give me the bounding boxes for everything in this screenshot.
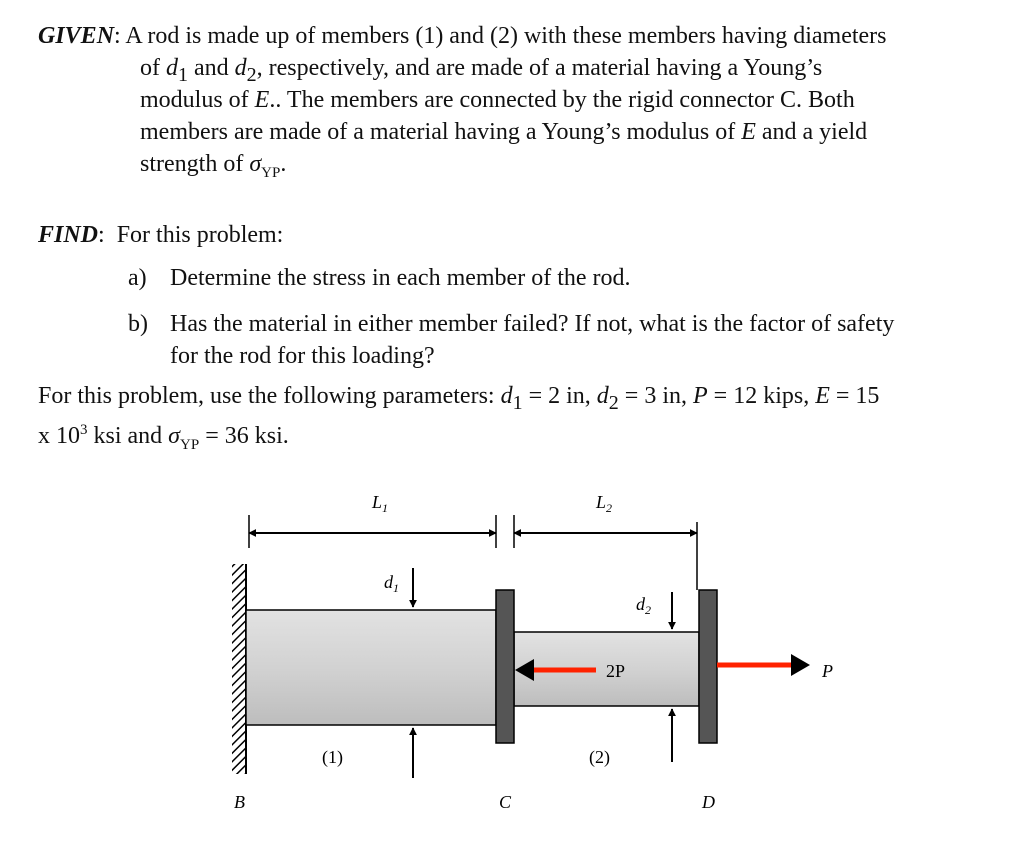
find-item-b-marker: b) <box>128 311 148 337</box>
end-plate-d <box>699 590 717 743</box>
given-line-4: members are made of a material having a Young’s modulus of E and a yield <box>140 119 868 145</box>
parameters-line-2: x $10^3$ ksi and $\sigma_{YP} = 36$ ksi. <box>38 422 289 453</box>
label-d: D <box>702 792 715 812</box>
label-c: C <box>499 792 512 812</box>
given-line-2: of $d_1$ and $d_2$, respectively, and are made of a material having a Young’s <box>140 55 823 86</box>
label-l1: $L_1$ <box>372 492 389 515</box>
label-d2: $d_2$ <box>636 594 651 617</box>
member-1 <box>246 610 496 725</box>
fixed-wall-b <box>232 564 246 774</box>
label-member-2: (2) <box>589 747 610 767</box>
find-heading: FIND: For this problem: <box>38 222 284 248</box>
label-p: P <box>822 661 833 681</box>
label-l2: $L_2$ <box>596 492 613 515</box>
find-item-a-text: Determine the stress in each member of the rod. <box>170 265 631 291</box>
label-d1: $d_1$ <box>384 572 399 595</box>
find-item-b-text: Has the material in either member failed? If not, what is the factor of safety <box>170 311 895 337</box>
parameters-line-1: For this problem, use the following parameters: $d_1 = 2$ in, $d_2 = 3$ in, P = 12 kips, E = 15 <box>38 383 880 414</box>
rigid-connector-c <box>496 590 514 743</box>
label-member-1: (1) <box>322 747 343 767</box>
given-line-3: modulus of E.. The members are connected by the rigid connector C. Both <box>140 87 855 113</box>
label-2p: 2P <box>606 661 626 681</box>
given-line-5: strength of $\sigma_{YP}$. <box>140 151 287 181</box>
find-item-a-marker: a) <box>128 265 147 291</box>
find-intro: For this problem: <box>116 222 284 248</box>
given-label: GIVEN <box>38 23 115 49</box>
find-label: FIND <box>38 222 99 248</box>
given-line-1: GIVEN: A rod is made up of members (1) and (2) with these members having diameters <box>38 23 887 49</box>
label-b: B <box>234 792 245 812</box>
find-item-b-text-2: for the rod for this loading? <box>170 343 435 369</box>
